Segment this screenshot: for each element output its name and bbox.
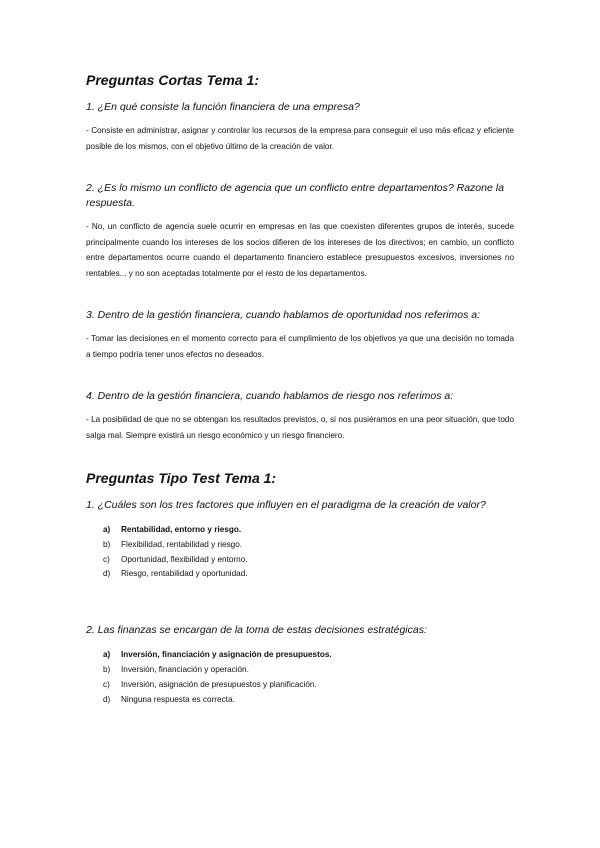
- options-list: [103, 648, 514, 707]
- question-text: 1. ¿Cuáles son los tres factores que influyen en el paradigma de la creación de valor?: [86, 499, 486, 511]
- short-question-1: [86, 100, 514, 154]
- question-text: 2. Las finanzas se encargan de la toma de estas decisiones estratégicas:: [86, 624, 427, 637]
- answer-text: - Consiste en administrar, asignar y controlar los recursos de la empresa para conseguir el uso más eficaz y eficiente posible de los mismos, con el objetivo último de la creación de valor.: [86, 126, 514, 151]
- option-a: a) Inversión, financiación y asignación de presupuestos.: [103, 650, 332, 660]
- answer-text: - Tomar las decisiones en el momento correcto para el cumplimiento de los objetivos ya que una decisión no tomada a tiempo podría tener unos efectos no deseados.: [86, 334, 514, 359]
- option-d: d) Riesgo, rentabilidad y oportunidad.: [103, 569, 248, 579]
- test-question-2: [86, 623, 514, 707]
- answer-text: - No, un conflicto de agencia suele ocurrir en empresas en las que coexisten diferentes grupos de interés, sucede principalmente cuando los intereses de los socios difieren de los intereses de los directivos; en cambio, un conflicto entre departamentos ocurre cuando el departamento financiero establece presupuestos excesivos, inversiones no rentables... y no son aceptadas totalmente por el resto de los departamentos.: [86, 222, 514, 278]
- question-text: 4. Dentro de la gestión financiera, cuando hablamos de riesgo nos referimos a:: [86, 390, 454, 402]
- short-question-2: [86, 181, 514, 281]
- answer-text: - La posibilidad de que no se obtengan los resultados previstos, o, si nos pusiéramos en una peor situación, que todo salga mal. Siempre existirá un riesgo económico y un riesgo financiero.: [86, 415, 514, 440]
- option-d: d) Ninguna respuesta es correcta.: [103, 694, 235, 704]
- option-b: b) Inversión, financiación y operación.: [103, 664, 249, 674]
- short-question-3: [86, 308, 514, 362]
- question-text: 1. ¿En qué consiste la función financiera de una empresa?: [86, 101, 360, 113]
- short-questions-title: Preguntas Cortas Tema 1:: [86, 72, 259, 88]
- short-question-4: [86, 389, 514, 443]
- option-a: a) Rentabilidad, entorno y riesgo.: [103, 525, 242, 534]
- test-question-1: [86, 498, 514, 582]
- spacer: [86, 609, 514, 623]
- test-questions-title: Preguntas Tipo Test Tema 1:: [86, 470, 277, 486]
- question-text: 3. Dentro de la gestión financiera, cuando hablamos de oportunidad nos referimos a:: [86, 309, 480, 321]
- options-list: [103, 523, 514, 582]
- option-c: c) Inversión, asignación de presupuestos y planificación.: [103, 679, 317, 689]
- question-text: 2. ¿Es lo mismo un conflicto de agencia que un conflicto entre departamentos? Razone la respuesta.: [86, 182, 504, 209]
- option-c: c) Oportunidad, flexibilidad y entorno.: [103, 554, 248, 564]
- option-b: b) Flexibilidad, rentabilidad y riesgo.: [103, 539, 243, 549]
